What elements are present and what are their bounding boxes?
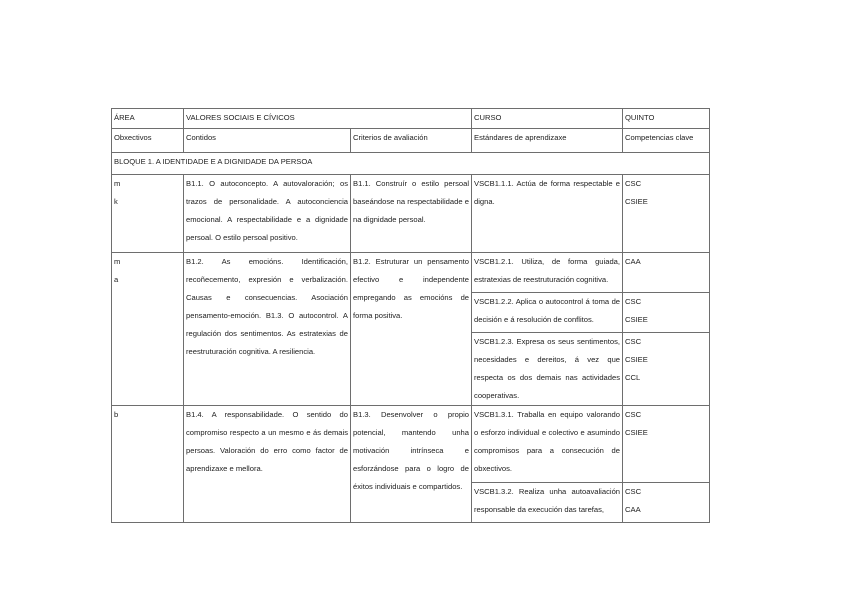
competencia: CAA (625, 505, 641, 514)
area-value: VALORES SOCIAIS E CÍVICOS (184, 109, 472, 129)
obxectivos-cell (112, 175, 184, 253)
contidos-cell: B1.1. O autoconcepto. A autovaloración; os trazos de personalidade. A autoconciencia emocional. A respectabilidade e a dignidade persoal. O estilo persoal positivo. (184, 175, 351, 253)
curso-label: CURSO (472, 109, 623, 129)
competencia: CSIEE (625, 197, 648, 206)
competencia: CSC (625, 297, 642, 306)
competencias-cell (623, 293, 710, 333)
contidos-cell: B1.2. As emocións. Identificación, recoñecemento, expresión e verbalización. Causas e consecuencias. Asociación pensamento-emoción. B1.3. O autocontrol. A regulación dos sentimentos. As estratexias de reestruturación cognitiva. A resiliencia. (184, 253, 351, 406)
competencia: CAA (625, 257, 641, 266)
criterio-cell: B1.3. Desenvolver o propio potencial, mantendo unha motivación intrínseca e esforzándose para o logro de éxitos individuais e compartidos. (351, 406, 472, 523)
estandar-cell: VSCB1.3.1. Traballa en equipo valorando o esforzo individual e colectivo e asumindo compromisos para a consecución de obxectivos. (472, 406, 623, 483)
competencia: CSC (625, 337, 642, 346)
estandar-cell: VSCB1.2.3. Expresa os seus sentimentos, necesidades e dereitos, á vez que respecta os dos demais nas actividades cooperativas. (472, 333, 623, 406)
estandar-cell: VSCB1.3.2. Realiza unha autoavaliación responsable da execución das tarefas, (472, 483, 623, 523)
competencias-cell (623, 333, 710, 406)
competencia: CSC (625, 410, 642, 419)
obxectivo-letter: b (114, 410, 119, 419)
columns-row (112, 129, 710, 153)
estandar-cell: VSCB1.2.2. Aplica o autocontrol á toma de decisión e á resolución de conflitos. (472, 293, 623, 333)
competencia: CSIEE (625, 315, 648, 324)
table-row (112, 253, 710, 293)
obxectivo-letter: m (114, 179, 121, 188)
competencia: CSC (625, 487, 642, 496)
obxectivos-cell (112, 406, 184, 523)
obxectivo-letter: k (114, 197, 118, 206)
area-label: ÁREA (112, 109, 184, 129)
competencias-cell (623, 483, 710, 523)
competencias-cell (623, 253, 710, 293)
competencia: CCL (625, 373, 641, 382)
table-row (112, 175, 710, 253)
contidos-cell: B1.4. A responsabilidade. O sentido do compromiso respecto a un mesmo e ás demais persoas. Valoración do erro como factor de aprendizaxe e mellora. (184, 406, 351, 523)
curso-value: QUINTO (623, 109, 710, 129)
estandar-cell: VSCB1.1.1. Actúa de forma respectable e digna. (472, 175, 623, 253)
obxectivo-letter: m (114, 257, 121, 266)
curriculum-table (111, 108, 710, 523)
criterio-cell: B1.1. Construír o estilo persoal baseándose na respectabilidade e na dignidade persoal. (351, 175, 472, 253)
competencia: CSIEE (625, 355, 648, 364)
col-contidos: Contidos (184, 129, 351, 153)
criterio-cell: B1.2. Estruturar un pensamento efectivo e independente empregando as emocións de forma positiva. (351, 253, 472, 406)
obxectivos-cell (112, 253, 184, 406)
col-obxectivos: Obxectivos (112, 129, 184, 153)
competencias-cell (623, 175, 710, 253)
header-row (112, 109, 710, 129)
competencia: CSIEE (625, 428, 648, 437)
table-row (112, 406, 710, 483)
bloque-title: BLOQUE 1. A IDENTIDADE E A DIGNIDADE DA PERSOA (112, 153, 710, 175)
col-competencias: Competencias clave (623, 129, 710, 153)
col-estandares: Estándares de aprendizaxe (472, 129, 623, 153)
estandar-cell: VSCB1.2.1. Utiliza, de forma guiada, estratexias de reestruturación cognitiva. (472, 253, 623, 293)
bloque-row (112, 153, 710, 175)
competencias-cell (623, 406, 710, 483)
obxectivo-letter: a (114, 275, 119, 284)
competencia: CSC (625, 179, 642, 188)
col-criterios: Criterios de avaliación (351, 129, 472, 153)
